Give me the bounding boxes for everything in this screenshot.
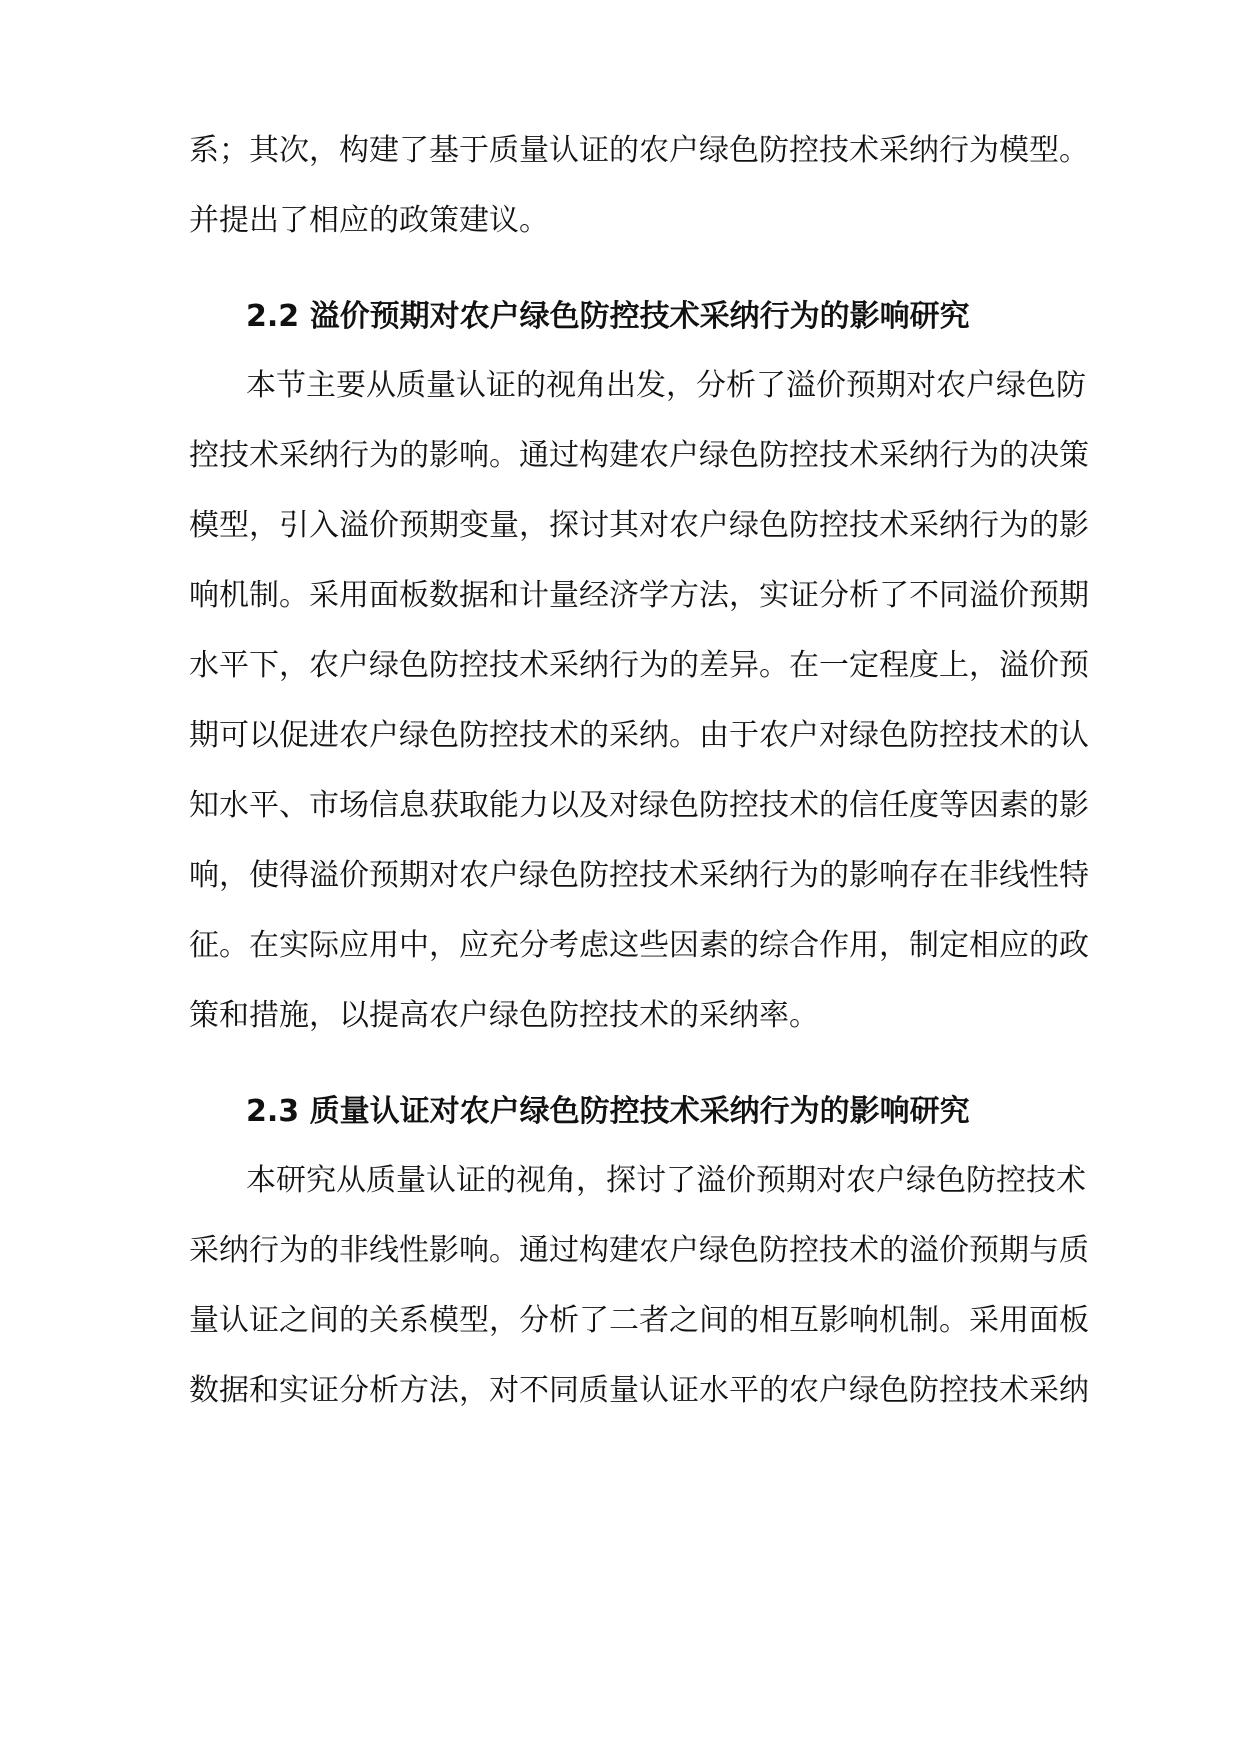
paragraph-line: 模型，引入溢价预期变量，探讨其对农户绿色防控技术采纳行为的影 [189,508,1089,543]
paragraph-line: 采纳行为的非线性影响。通过构建农户绿色防控技术的溢价预期与质 [189,1233,1089,1268]
paragraph-line: 本节主要从质量认证的视角出发，分析了溢价预期对农户绿色防 [246,368,1086,403]
paragraph-line: 本研究从质量认证的视角，探讨了溢价预期对农户绿色防控技术 [246,1163,1086,1198]
section-heading: 2.2 溢价预期对农户绿色防控技术采纳行为的影响研究 [246,299,970,334]
paragraph-line: 响，使得溢价预期对农户绿色防控技术采纳行为的影响存在非线性特 [189,858,1089,893]
paragraph-line: 并提出了相应的政策建议。 [189,203,549,238]
paragraph-line: 征。在实际应用中，应充分考虑这些因素的综合作用，制定相应的政 [189,928,1089,963]
paragraph-line: 策和措施，以提高农户绿色防控技术的采纳率。 [189,998,819,1033]
paragraph-line: 数据和实证分析方法，对不同质量认证水平的农户绿色防控技术采纳 [189,1373,1089,1408]
paragraph-line: 水平下，农户绿色防控技术采纳行为的差异。在一定程度上，溢价预 [189,648,1089,683]
paragraph-line: 响机制。采用面板数据和计量经济学方法，实证分析了不同溢价预期 [189,578,1089,613]
paragraph-line: 控技术采纳行为的影响。通过构建农户绿色防控技术采纳行为的决策 [189,438,1089,473]
paragraph-line: 量认证之间的关系模型，分析了二者之间的相互影响机制。采用面板 [189,1303,1089,1338]
paragraph-line: 期可以促进农户绿色防控技术的采纳。由于农户对绿色防控技术的认 [189,718,1089,753]
paragraph-line: 知水平、市场信息获取能力以及对绿色防控技术的信任度等因素的影 [189,788,1089,823]
paragraph-line: 系；其次，构建了基于质量认证的农户绿色防控技术采纳行为模型。 [189,133,1089,168]
section-heading: 2.3 质量认证对农户绿色防控技术采纳行为的影响研究 [246,1094,970,1129]
